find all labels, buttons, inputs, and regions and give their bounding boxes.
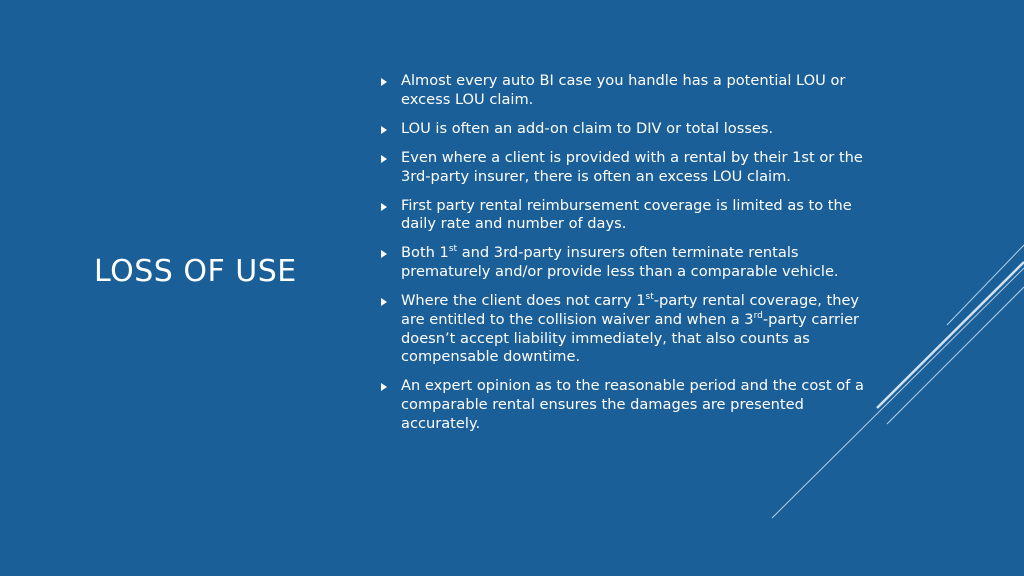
superscript: st xyxy=(645,292,654,303)
bullet-text: An expert opinion as to the reasonable period and the cost of a comparable rental ensures the damages are presented accurately. xyxy=(401,377,864,432)
bullet-text: First party rental reimbursement coverage is limited as to the daily rate and number of days. xyxy=(401,196,852,233)
bullet-list xyxy=(380,72,880,444)
decorative-line xyxy=(877,262,1024,408)
bullet-arrow-icon xyxy=(381,78,387,86)
bullet-arrow-icon xyxy=(381,203,387,211)
bullet-arrow-icon xyxy=(381,383,387,391)
superscript: st xyxy=(448,244,458,255)
bullet-text: LOU is often an add-on claim to DIV or total losses. xyxy=(401,119,774,137)
bullet-text: Even where a client is provided with a rental by their 1st or the 3rd-party insurer, there is often an excess LOU claim. xyxy=(401,148,863,185)
bullet-item xyxy=(380,377,880,433)
bullet-text: Where the client does not carry 1st-party rental coverage, they are entitled to the collision waiver and when a 3rd-party carrier doesn’t accept liability immediately, that also counts as compensable downtime. xyxy=(401,292,860,366)
superscript: rd xyxy=(753,311,763,322)
bullet-item xyxy=(380,149,880,186)
decorative-line xyxy=(887,287,1024,424)
bullet-arrow-icon xyxy=(381,298,387,306)
bullet-text: Both 1st and 3rd-party insurers often terminate rentals prematurely and/or provide less than a comparable vehicle. xyxy=(401,244,839,281)
bullet-item xyxy=(380,197,880,234)
bullet-item xyxy=(380,72,880,109)
bullet-arrow-icon xyxy=(381,126,387,134)
decorative-line xyxy=(947,245,1024,325)
bullet-text: Almost every auto BI case you handle has a potential LOU or excess LOU claim. xyxy=(401,72,846,108)
bullet-item xyxy=(380,244,880,281)
slide-title: LOSS OF USE xyxy=(94,254,297,289)
bullet-item xyxy=(380,120,880,139)
bullet-item xyxy=(380,292,880,367)
bullet-arrow-icon xyxy=(381,155,387,163)
bullet-arrow-icon xyxy=(381,250,387,258)
